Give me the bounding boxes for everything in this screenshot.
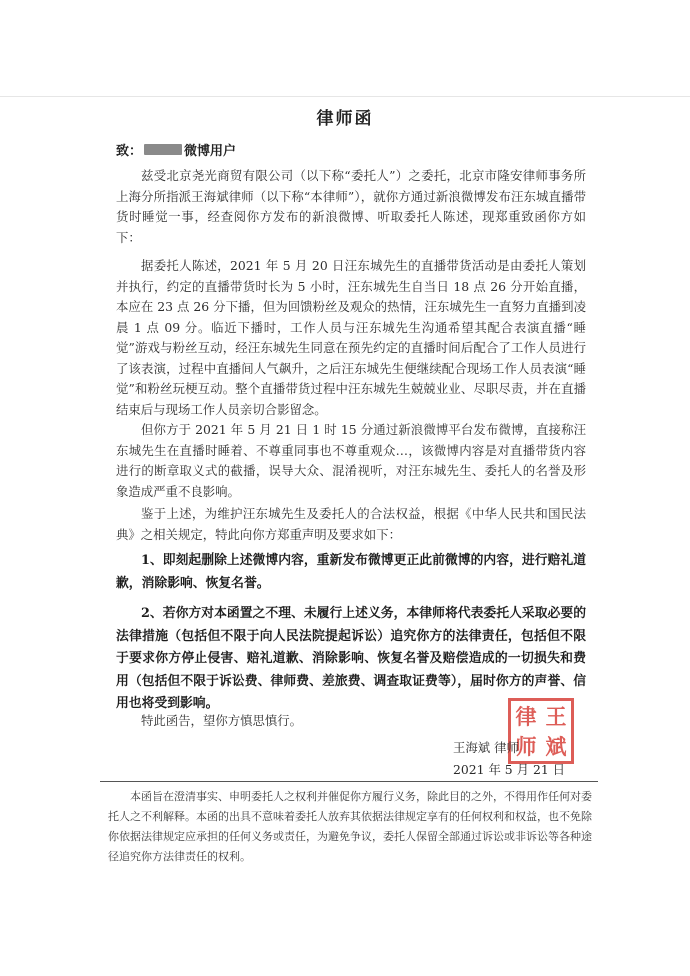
recipient-prefix: 致：: [116, 144, 143, 159]
top-divider: [0, 96, 690, 97]
paragraph-weibo-post: 但你方于 2021 年 5 月 21 日 1 时 15 分通过新浪微博平台发布微博，直接称汪东城先生在直播时睡着、不尊重同事也不尊重观众…，该微博内容是对直播带货内容进行的断章取义式的截播，误导大众、混淆视听，对汪东城先生、委托人的名誉及形象造成严重不良影响。: [116, 422, 586, 499]
redacted-username: [144, 144, 182, 155]
signer-name: 王海斌 律师: [453, 740, 519, 755]
recipient-suffix: 微博用户: [184, 144, 237, 159]
footnote-divider: [100, 781, 598, 782]
lawyer-seal-stamp: 律 王 师 斌: [508, 698, 574, 764]
paragraph-intro: 兹受北京尧光商贸有限公司（以下称“委托人”）之委托，北京市隆安律师事务所上海分所指派王海斌律师（以下称“本律师”），就你方通过新浪微博发布汪东城直播带货时睡觉一事，经查阅你方发布的新浪微博、听取委托人陈述，现郑重致函你方如下：: [116, 168, 586, 245]
letter-date: 2021 年 5 月 21 日: [453, 762, 566, 777]
demand-1: 1、即刻起删除上述微博内容，重新发布微博更正此前微博的内容，进行赔礼道歉，消除影响、恢复名誉。: [116, 553, 586, 591]
letter-title: 律师函: [316, 109, 374, 129]
closing-line: 特此函告，望你方慎思慎行。: [141, 713, 303, 728]
paragraph-facts: 据委托人陈述，2021 年 5 月 20 日汪东城先生的直播带货活动是由委托人策划并执行，约定的直播带货时长为 5 小时，汪东城先生自当日 18 点 26 分开始直播，本应在 23 点 26 分下播，但为回馈粉丝及观众的热情，汪东城先生一直努力直播到凌晨 1 点 09 分。临近下播时，工作人员与汪东城先生沟通希望其配合表演直播“睡觉”游戏与粉丝互动，经汪东城先生同意在预先约定的直播时间后配合了工作人员进行了该表演，过程中直播间人气飙升，之后汪东城先生便继续配合现场工作人员表演“睡觉”和粉丝玩梗互动。整个直播带货过程中汪东城先生兢兢业业、尽职尽责，并在直播结束后与现场工作人员亲切合影留念。: [116, 258, 586, 417]
paragraph-legal-basis: 鉴于上述，为维护汪东城先生及委托人的合法权益，根据《中华人民共和国民法典》之相关规定，特此向你方郑重声明及要求如下：: [116, 506, 586, 542]
footnote-disclaimer: 本函旨在澄清事实、申明委托人之权利并催促你方履行义务，除此目的之外，不得用作任何对委托人之不利解释。本函的出具不意味着委托人放弃其依据法律规定享有的任何权利和权益，也不免除你依据法律规定应承担的任何义务或责任，为避免争议，委托人保留全部通过诉讼或非诉讼等各种途径追究你方法律责任的权利。: [108, 790, 592, 863]
demand-2: 2、若你方对本函置之不理、未履行上述义务，本律师将代表委托人采取必要的法律措施（包括但不限于向人民法院提起诉讼）追究你方的法律责任，包括但不限于要求你方停止侵害、赔礼道歉、消除影响、恢复名誉及赔偿造成的一切损失和费用（包括但不限于诉讼费、律师费、差旅费、调查取证费等），届时你方的声誉、信用也将受到影响。: [116, 606, 586, 712]
recipient-line: [116, 140, 236, 159]
